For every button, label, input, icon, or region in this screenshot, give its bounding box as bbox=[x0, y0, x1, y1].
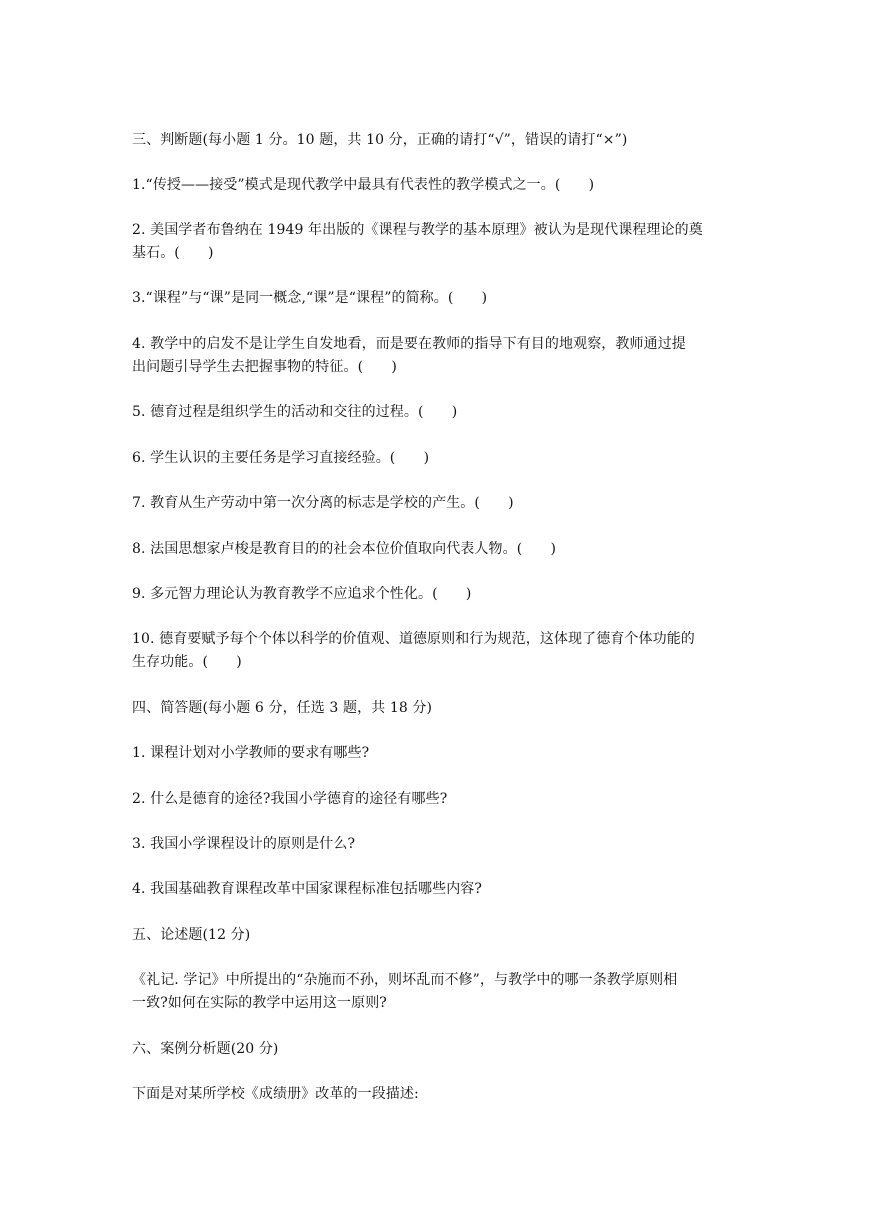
judgment-question-4-line-1: 4. 教学中的启发不是让学生自发地看，而是要在教师的指导下有目的地观察，教师通过提 bbox=[132, 336, 686, 352]
essay-question-line-2: 一致?如何在实际的教学中运用这一原则? bbox=[132, 995, 387, 1011]
judgment-question-9: 9. 多元智力理论认为教育教学不应追求个性化。( ) bbox=[132, 586, 472, 602]
short-answer-section-heading: 四、简答题(每小题 6 分，任选 3 题，共 18 分) bbox=[132, 700, 433, 716]
judgment-question-10-line-2: 生存功能。( ) bbox=[132, 654, 242, 670]
short-answer-question-4: 4. 我国基础教育课程改革中国家课程标准包括哪些内容? bbox=[132, 881, 483, 897]
judgment-question-6: 6. 学生认识的主要任务是学习直接经验。( ) bbox=[132, 450, 430, 466]
judgment-question-2-line-1: 2. 美国学者布鲁纳在 1949 年出版的《课程与教学的基本原理》被认为是现代课程理论的奠 bbox=[132, 222, 703, 238]
judgment-question-7: 7. 教育从生产劳动中第一次分离的标志是学校的产生。( ) bbox=[132, 495, 514, 511]
judgment-question-8: 8. 法国思想家卢梭是教育目的的社会本位价值取向代表人物。( ) bbox=[132, 541, 557, 557]
case-section-heading: 六、案例分析题(20 分) bbox=[132, 1041, 279, 1057]
case-intro: 下面是对某所学校《成绩册》改革的一段描述: bbox=[132, 1086, 419, 1102]
judgment-question-5: 5. 德育过程是组织学生的活动和交往的过程。( ) bbox=[132, 404, 458, 420]
short-answer-question-2: 2. 什么是德育的途径?我国小学德育的途径有哪些? bbox=[132, 791, 448, 807]
judgment-question-3: 3.“课程”与“课”是同一概念,“课”是“课程”的简称。( ) bbox=[132, 290, 488, 306]
judgment-question-4-line-2: 出问题引导学生去把握事物的特征。( ) bbox=[132, 359, 397, 375]
judgment-question-1: 1.“传授——接受”模式是现代教学中最具有代表性的教学模式之一。( ) bbox=[132, 177, 595, 193]
essay-section-heading: 五、论述题(12 分) bbox=[132, 927, 251, 943]
judgment-question-10-line-1: 10. 德育要赋予每个个体以科学的价值观、道德原则和行为规范，这体现了德育个体功能的 bbox=[132, 631, 695, 647]
judgment-question-2-line-2: 基石。( ) bbox=[132, 245, 214, 261]
essay-question-line-1: 《礼记. 学记》中所提出的“杂施而不孙，则坏乱而不修”，与教学中的哪一条教学原则相 bbox=[132, 972, 678, 988]
short-answer-question-1: 1. 课程计划对小学教师的要求有哪些? bbox=[132, 745, 370, 761]
judgment-section-heading: 三、判断题(每小题 1 分。10 题，共 10 分，正确的请打“√”，错误的请打“×”) bbox=[132, 132, 628, 148]
short-answer-question-3: 3. 我国小学课程设计的原则是什么? bbox=[132, 836, 356, 852]
